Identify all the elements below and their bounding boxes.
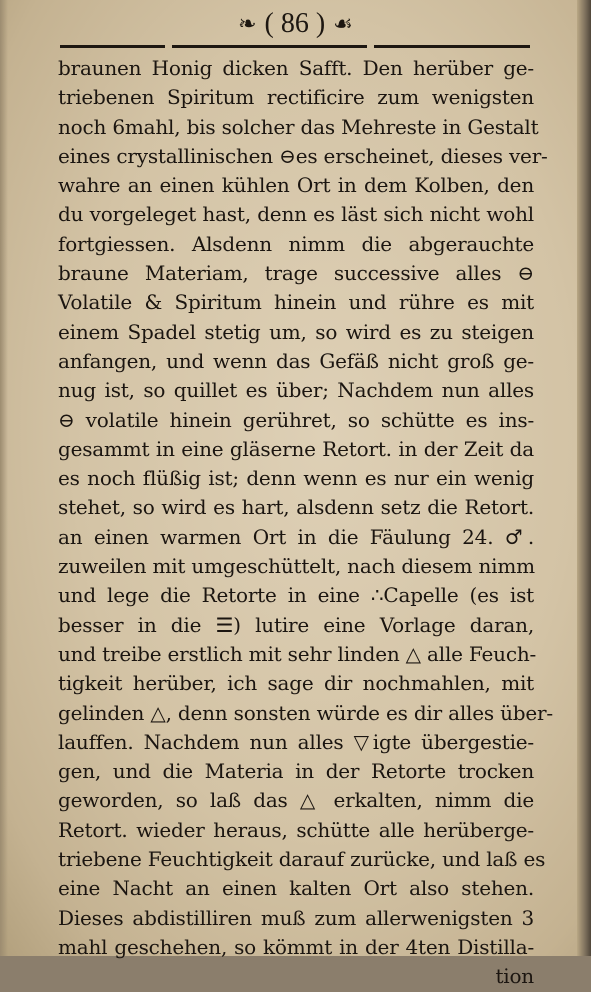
text-line: fortgiessen. Alsdenn nimm die abgerauchte — [58, 231, 534, 256]
text-line: ⊖ volatile hinein gerühret, so schütte es ins- — [58, 407, 534, 432]
text-line: einem Spadel stetig um, so wird es zu steigen — [58, 319, 534, 344]
text-line: anfangen, und wenn das Gefäß nicht groß ge- — [58, 348, 534, 373]
text-line: zuweilen mit umgeschüttelt, nach diesem nimm — [58, 554, 535, 579]
text-line: eine Nacht an einen kalten Ort also stehen. — [58, 876, 534, 901]
text-line: du vorgeleget hast, denn es läst sich nicht wohl — [58, 202, 534, 227]
header-rule-right — [374, 45, 530, 48]
text-line: stehet, so wird es hart, alsdenn setz die Retort. — [58, 495, 534, 520]
text-line: eines crystallinischen ⊖es erscheinet, dieses ver- — [58, 143, 548, 168]
ornament-right-icon: ☙ — [333, 11, 353, 37]
text-line: an einen warmen Ort in die Fäulung 24. ♂. — [58, 524, 534, 549]
text-line: mahl geschehen, so kömmt in der 4ten Distilla- — [58, 934, 534, 959]
text-line: noch 6mahl, bis solcher das Mehreste in Gestalt — [58, 114, 539, 139]
text-line: und treibe erstlich mit sehr linden △ alle Feuch- — [58, 641, 537, 666]
text-line: gen, und die Materia in der Retorte trocken — [58, 759, 534, 784]
ornament-left-icon: ❧ — [238, 11, 257, 37]
text-line: braunen Honig dicken Safft. Den herüber ge- — [58, 56, 534, 80]
page-number: ( 86 ) — [264, 8, 326, 39]
text-line: triebene Feuchtigkeit darauf zurücke, und laß es — [58, 847, 546, 872]
catchword: tion — [495, 964, 534, 989]
text-line: Volatile & Spiritum hinein und rühre es mit — [58, 290, 534, 315]
text-line: gesammt in eine gläserne Retort. in der Zeit da — [58, 436, 534, 461]
page-body-text — [58, 54, 553, 992]
text-line: geworden, so laß das △ erkalten, nimm die — [58, 788, 534, 813]
text-line: braune Materiam, trage successive alles ⊖ — [58, 261, 534, 286]
page-left-edge — [0, 0, 8, 956]
text-line: besser in die ☰) lutire eine Vorlage daran, — [58, 612, 534, 637]
text-line: lauffen. Nachdem nun alles ▽igte übergestie- — [58, 729, 534, 754]
page-header — [0, 8, 591, 40]
text-line: triebenen Spiritum rectificire zum wenigsten — [58, 85, 534, 110]
text-line: es noch flüßig ist; denn wenn es nur ein wenig — [58, 466, 534, 491]
header-rule-left — [60, 45, 165, 48]
book-spine-edge — [577, 0, 591, 956]
text-line: tigkeit herüber, ich sage dir nochmahlen, mit — [58, 671, 534, 696]
text-line: und lege die Retorte in eine ∴Capelle (es ist — [58, 583, 534, 608]
header-rule-middle — [172, 45, 367, 48]
text-line: Retort. wieder heraus, schütte alle herüberge- — [58, 817, 534, 842]
text-line: wahre an einen kühlen Ort in dem Kolben, den — [58, 173, 534, 198]
text-line: gelinden △, denn sonsten würde es dir alles über- — [58, 700, 553, 725]
text-line: nug ist, so quillet es über; Nachdem nun alles — [58, 378, 534, 403]
text-line: Dieses abdistilliren muß zum allerwenigsten 3 — [58, 905, 534, 930]
